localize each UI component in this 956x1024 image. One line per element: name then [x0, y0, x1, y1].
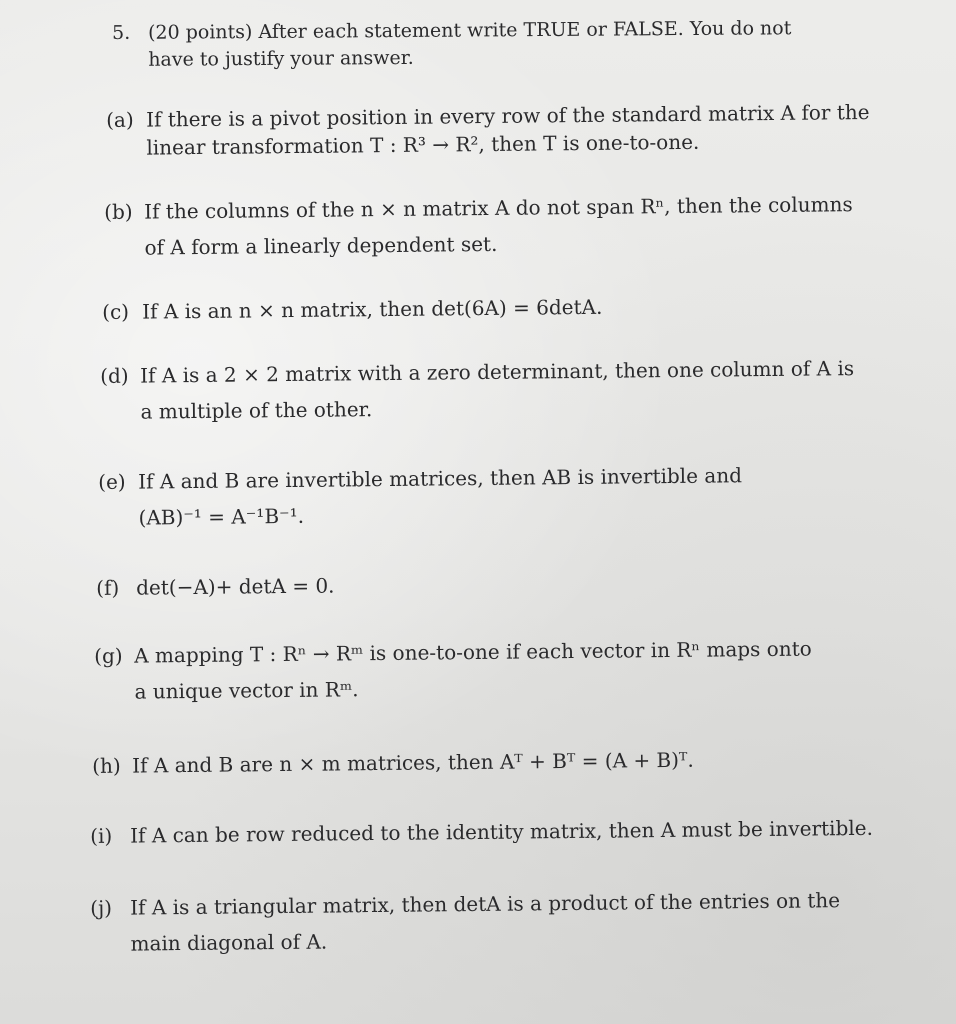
statement-e	[98, 456, 889, 536]
statement-label: (d)	[100, 363, 129, 388]
statement-text-line1: A mapping T : Rⁿ → Rᵐ is one-to-one if each vector in Rⁿ maps onto	[134, 636, 812, 668]
statement-text-line2: main diagonal of A.	[130, 929, 328, 956]
statement-d	[100, 350, 891, 430]
statement-text-line1: If A is a triangular matrix, then detA is a product of the entries on the	[130, 888, 841, 920]
statement-label: (c)	[102, 299, 130, 324]
statement-text-line1: If the columns of the n × n matrix A do not span Rⁿ, then the columns	[144, 192, 853, 224]
statement-b	[104, 186, 895, 266]
statement-text-line2: a unique vector in Rᵐ.	[134, 677, 359, 704]
statement-label: (e)	[98, 469, 126, 494]
problem-instructions-line1: (20 points) After each statement write TRUE or FALSE. You do not	[148, 17, 792, 44]
statement-i	[90, 810, 880, 854]
statement-text-line1: If A and B are invertible matrices, then AB is invertible and	[138, 463, 743, 494]
statement-text-line2: a multiple of the other.	[140, 397, 373, 424]
statement-a	[106, 98, 897, 162]
statement-label: (j)	[90, 895, 113, 920]
statement-label: (b)	[104, 199, 133, 224]
statement-f	[96, 562, 886, 606]
statement-text-line1: If A and B are n × m matrices, then Aᵀ + Bᵀ = (A + B)ᵀ.	[132, 747, 694, 778]
statement-c	[102, 286, 892, 330]
statement-text-line1: If A can be row reduced to the identity matrix, then A must be invertible.	[130, 815, 874, 848]
statement-h	[92, 740, 882, 784]
statement-text-line2: of A form a linearly dependent set.	[144, 231, 498, 260]
problem-number: 5.	[112, 21, 131, 44]
statement-g	[94, 630, 885, 710]
statement-j	[90, 882, 881, 962]
statement-label: (f)	[96, 575, 120, 600]
statement-label: (g)	[94, 643, 123, 668]
statement-label: (i)	[90, 823, 113, 848]
statement-label: (h)	[92, 753, 121, 778]
statement-label: (a)	[106, 107, 134, 132]
problem-instructions-line2: have to justify your answer.	[148, 46, 414, 71]
statement-text-line1: If A is a 2 × 2 matrix with a zero determinant, then one column of A is	[140, 356, 855, 388]
statement-text-line2: (AB)⁻¹ = A⁻¹B⁻¹.	[138, 503, 305, 530]
problem-header	[112, 15, 872, 74]
statement-text-line2: linear transformation T : R³ → R², then T is one-to-one.	[146, 129, 700, 160]
statement-text-line1: If A is an n × n matrix, then det(6A) = 6detA.	[142, 294, 603, 324]
statement-text-line1: If there is a pivot position in every row of the standard matrix A for the	[146, 100, 870, 132]
statement-text-line1: det(−A)+ detA = 0.	[136, 573, 335, 600]
